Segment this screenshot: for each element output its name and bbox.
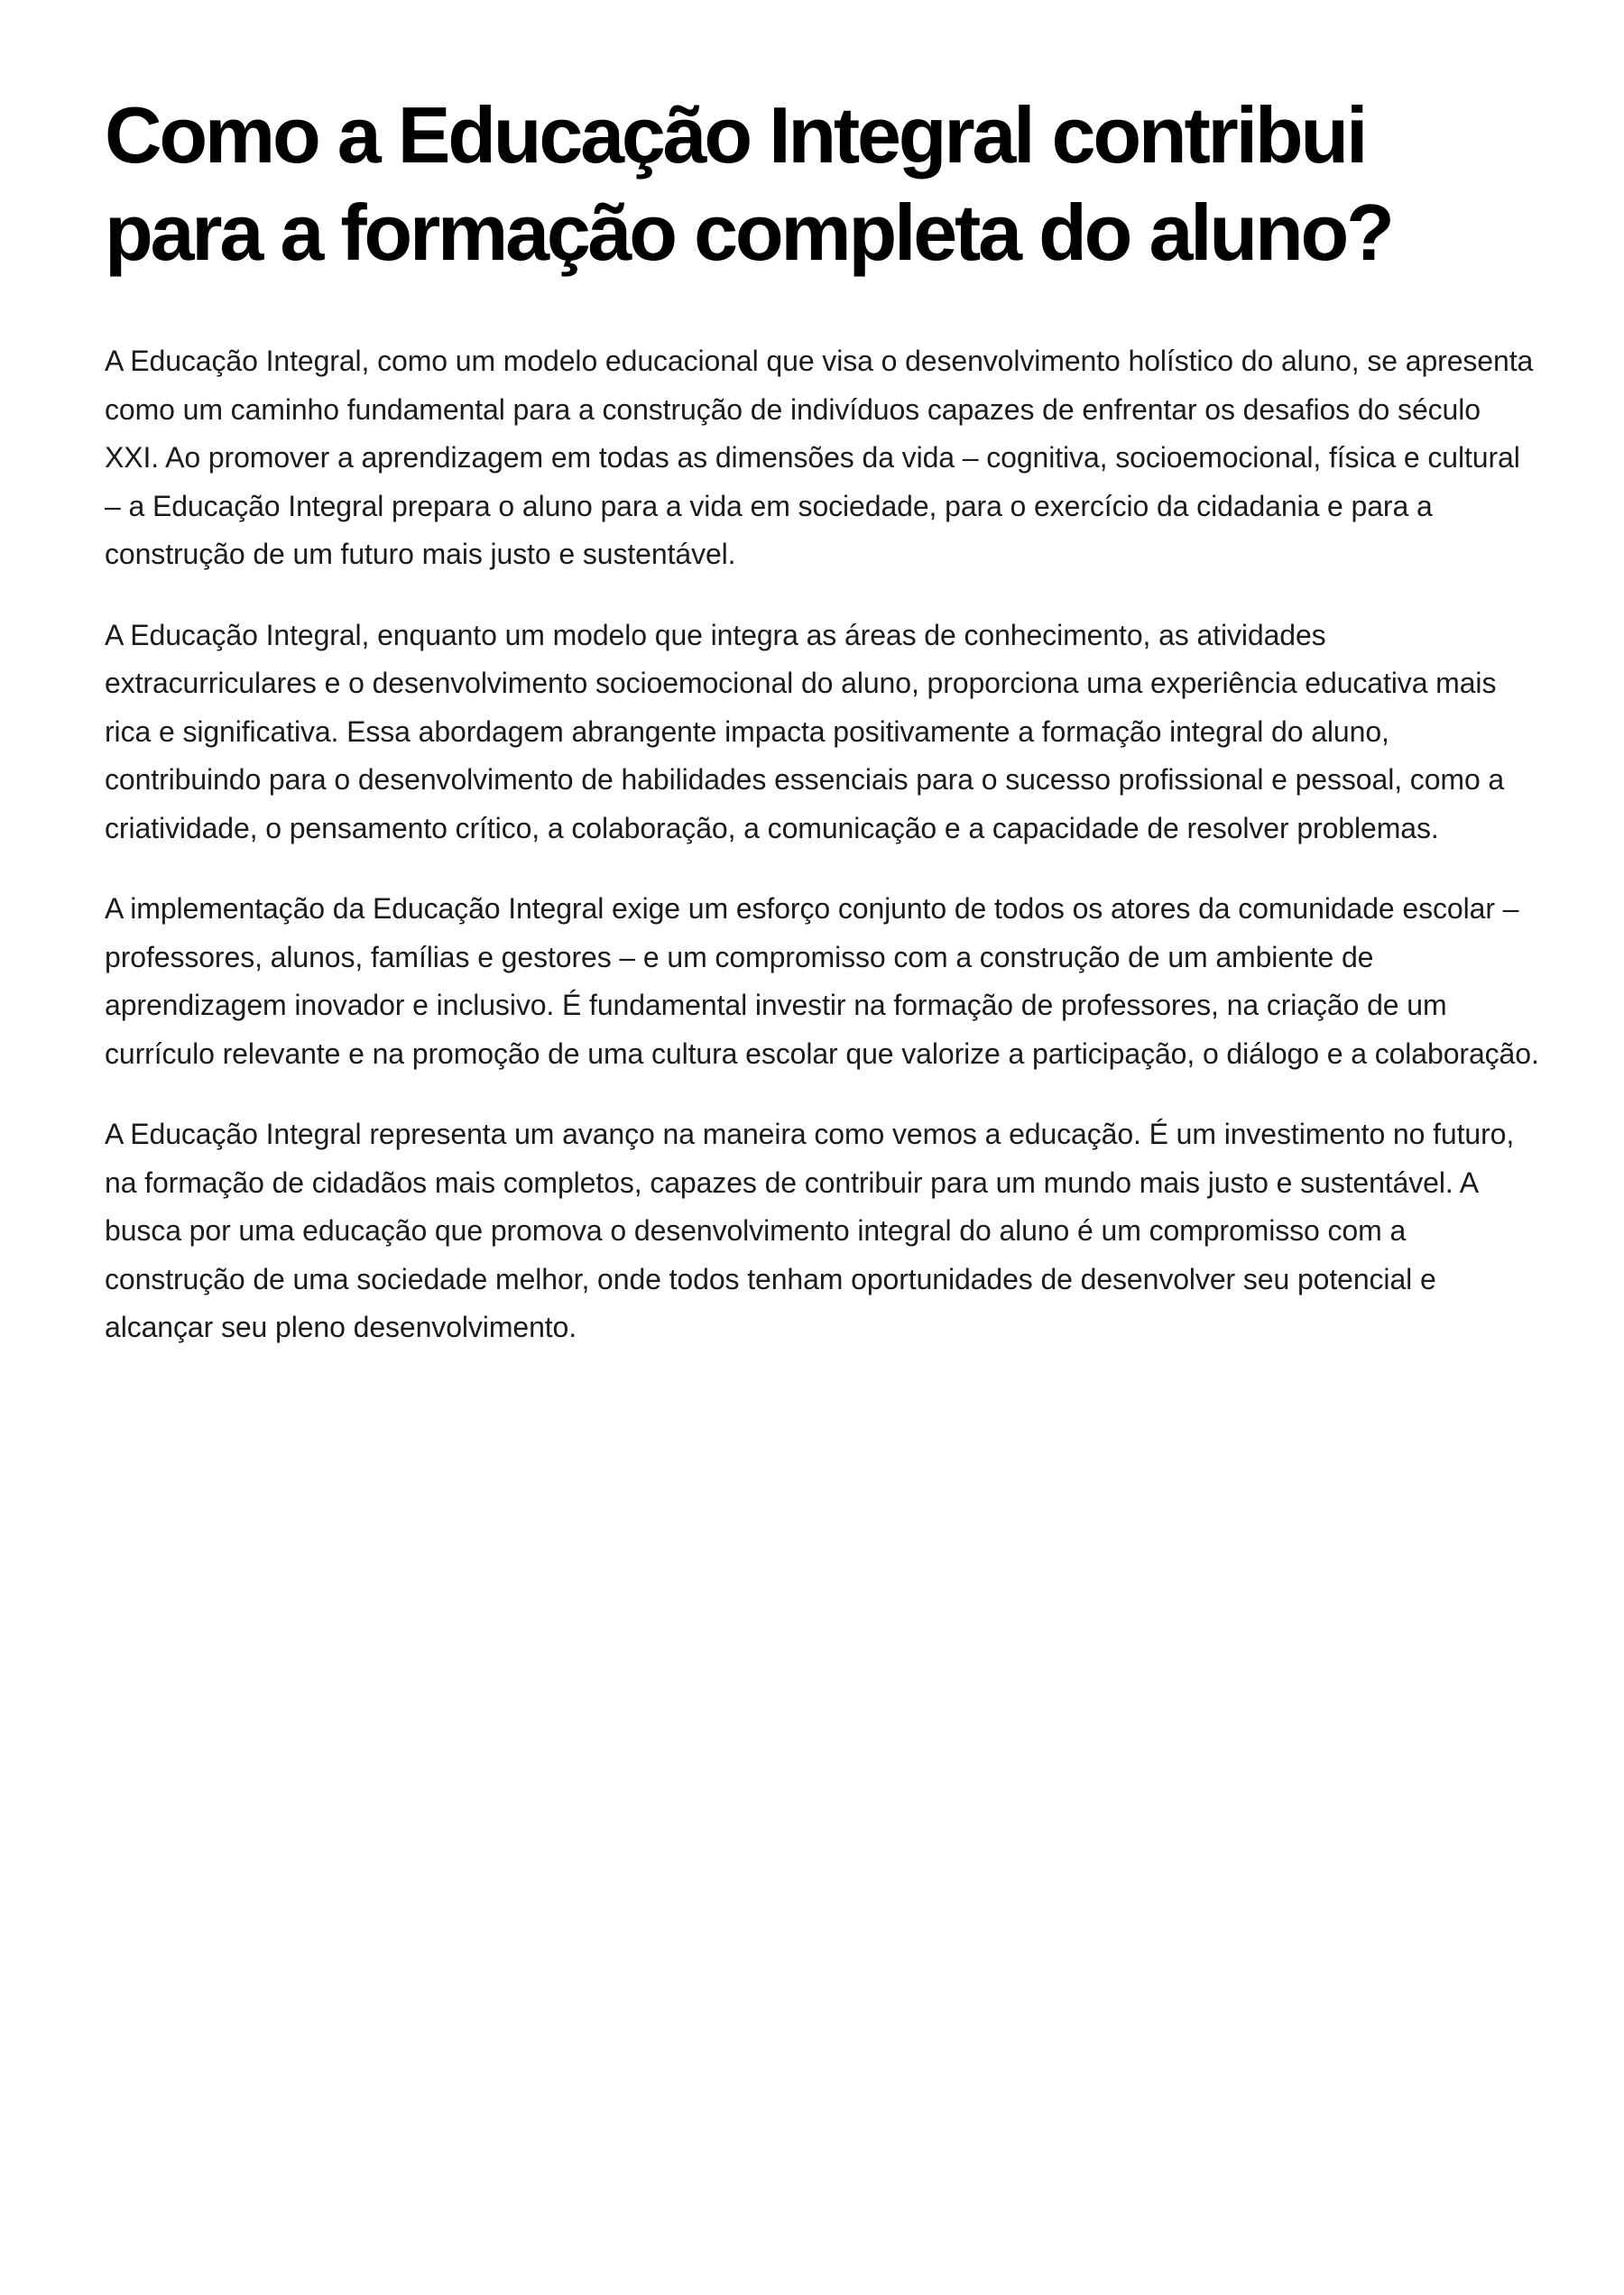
document-page <box>105 87 1539 1385</box>
paragraph-4: A Educação Integral representa um avanço na maneira como vemos a educação. É um investimento no futuro, na formação de cidadãos mais completos, capazes de contribuir para um mundo mais justo e sustentável. A busca por uma educação que promova o desenvolvimento integral do aluno é um compromisso com a construção de uma sociedade melhor, onde todos tenham oportunidades de desenvolver seu potencial e alcançar seu pleno desenvolvimento. <box>105 1118 1515 1343</box>
page-title: Como a Educação Integral contribui para a formação completa do aluno? <box>105 90 1392 277</box>
article-body <box>105 337 1539 1352</box>
paragraph-2: A Educação Integral, enquanto um modelo que integra as áreas de conhecimento, as atividades extracurriculares e o desenvolvimento socioemocional do aluno, proporciona uma experiência educativa mais rica e significativa. Essa abordagem abrangente impacta positivamente a formação integral do aluno, contribuindo para o desenvolvimento de habilidades essenciais para o sucesso profissional e pessoal, como a criatividade, o pensamento crítico, a colaboração, a comunicação e a capacidade de resolver problemas. <box>105 618 1505 844</box>
paragraph-3: A implementação da Educação Integral exige um esforço conjunto de todos os atores da comunidade escolar – professores, alunos, famílias e gestores – e um compromisso com a construção de um ambiente de aprendizagem inovador e inclusivo. É fundamental investir na formação de professores, na criação de um currículo relevante e na promoção de uma cultura escolar que valorize a participação, o diálogo e a colaboração. <box>105 892 1539 1070</box>
paragraph-1: A Educação Integral, como um modelo educacional que visa o desenvolvimento holístico do aluno, se apresenta como um caminho fundamental para a construção de indivíduos capazes de enfrentar os desafios do século XXI. Ao promover a aprendizagem em todas as dimensões da vida – cognitiva, socioemocional, física e cultural – a Educação Integral prepara o aluno para a vida em sociedade, para o exercício da cidadania e para a construção de um futuro mais justo e sustentável. <box>105 345 1534 570</box>
